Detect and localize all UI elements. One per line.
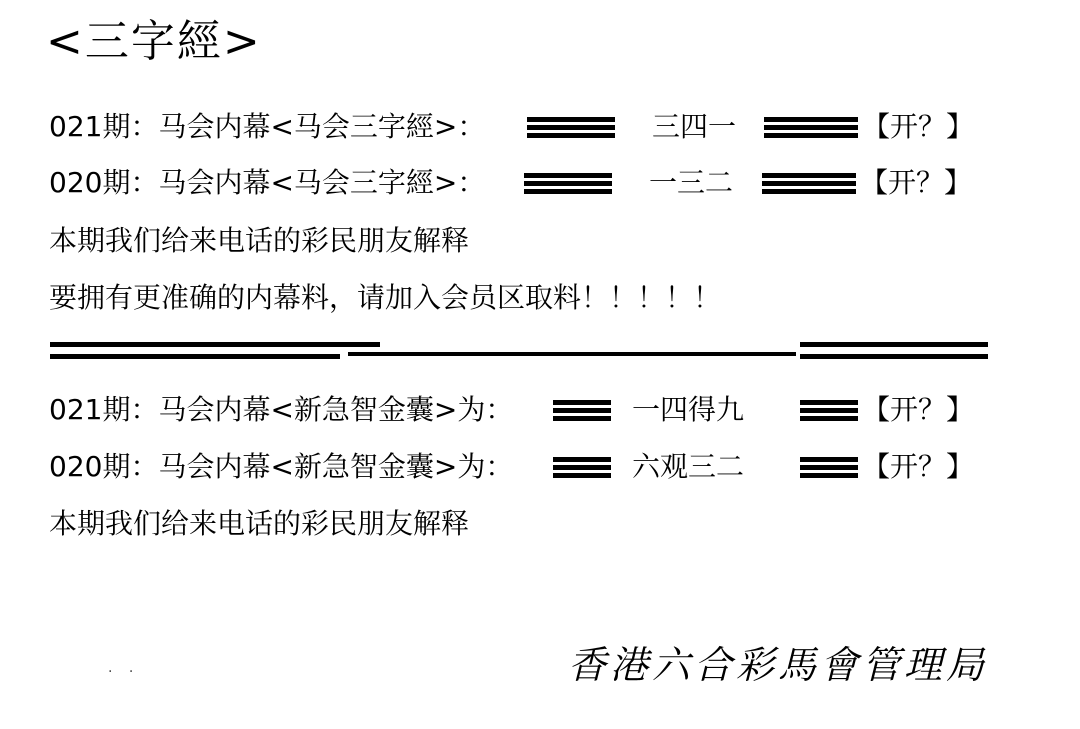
row-020-label-2: 020期：马会内幕<新急智金囊>为：	[49, 450, 514, 483]
footer-seal: 香港六合彩馬會管理局	[568, 643, 989, 687]
row-021-answer: 三四一	[652, 110, 737, 143]
masked-block-icon	[800, 447, 858, 487]
row-021-result-2: 【开？】	[862, 393, 975, 426]
promo-text: 要拥有更准确的内幕料，请加入会员区取料！！！！！	[49, 281, 722, 314]
scan-specks: . .	[108, 660, 140, 676]
row-021-label: 021期：马会内幕<马会三字經>：	[49, 110, 486, 143]
explanation-note: 本期我们给来电话的彩民朋友解释	[49, 224, 470, 257]
masked-block-icon	[762, 163, 856, 203]
row-021-result: 【开？】	[862, 110, 975, 143]
page-title: <三字經>	[46, 16, 262, 67]
row-020-answer: 一三二	[649, 166, 734, 199]
row-021-label-2: 021期：马会内幕<新急智金囊>为：	[49, 393, 514, 426]
masked-block-icon	[527, 107, 615, 147]
row-020-label: 020期：马会内幕<马会三字經>：	[49, 166, 486, 199]
masked-block-icon	[800, 390, 858, 430]
masked-block-icon	[764, 107, 858, 147]
row-020-result-2: 【开？】	[862, 450, 975, 483]
masked-block-icon	[524, 163, 612, 203]
masked-block-icon	[553, 447, 611, 487]
row-021-answer-2: 一四得九	[632, 393, 745, 426]
masked-block-icon	[553, 390, 611, 430]
row-020-answer-2: 六观三二	[632, 450, 745, 483]
explanation-note-2: 本期我们给来电话的彩民朋友解释	[49, 507, 470, 540]
row-020-result: 【开？】	[860, 166, 973, 199]
divider-line	[50, 338, 990, 368]
